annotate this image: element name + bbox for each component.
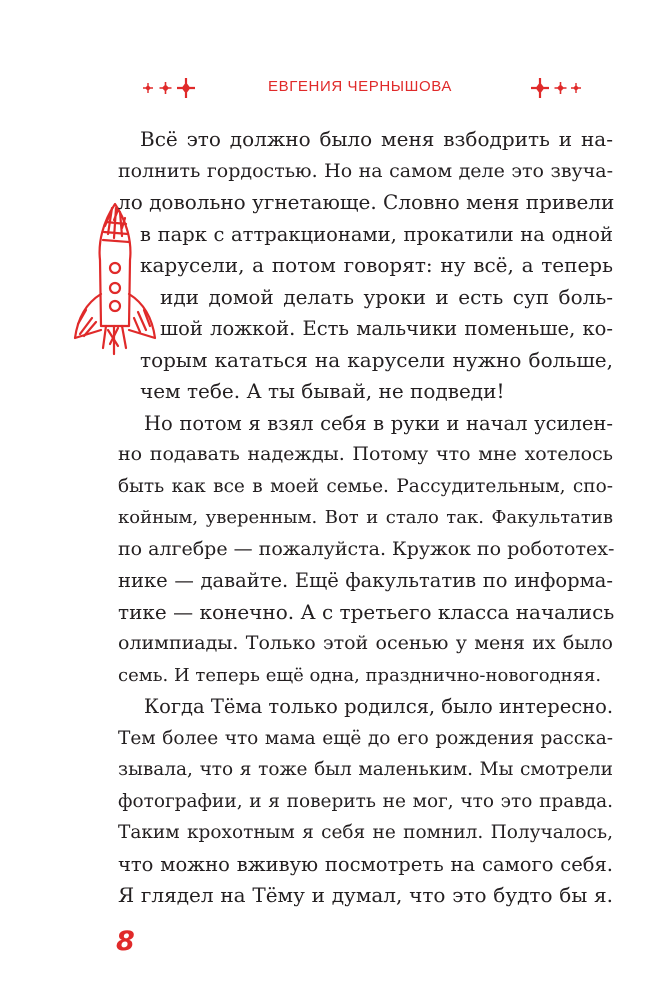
text-line: Всё это должно было меня взбодрить и на- — [140, 127, 613, 151]
text-line: олимпиады. Только этой осенью у меня их было — [118, 632, 613, 654]
text-line: ло довольно угнетающе. Словно меня привели — [118, 190, 615, 214]
text-line: Когда Тёма только родился, было интересно. — [144, 695, 614, 718]
text-line: но подавать надежды. Потому что мне хотелось — [118, 443, 613, 465]
text-line: Тем более что мама ещё до его рождения расска- — [118, 727, 613, 749]
text-line: торым кататься на карусели нужно больше, — [140, 347, 613, 372]
text-line: полнить гордостью. Но на самом деле это звуча- — [118, 159, 613, 182]
text-line: зывала, что я тоже был маленьким. Мы смотрели — [118, 759, 613, 780]
sparkle-stars-icon — [525, 70, 585, 106]
text-line: чем тебе. А ты бывай, не подведи! — [140, 379, 505, 403]
text-line: шой ложкой. Есть мальчики поменьше, ко- — [160, 317, 613, 340]
text-line: что можно вживую посмотреть на самого себя. — [118, 852, 613, 876]
author-name: ЕВГЕНИЯ ЧЕРНЫШОВА — [268, 78, 452, 95]
page-number: 8 — [116, 926, 135, 957]
text-line: семь. И теперь ещё одна, празднично-новогодняя. — [118, 664, 602, 686]
text-line: фотографии, и я поверить не мог, что это правда. — [118, 790, 613, 812]
text-line: по алгебре — пожалуйста. Кружок по робототех- — [118, 537, 615, 560]
text-line: нике — давайте. Ещё факультатив по информа- — [118, 569, 613, 592]
text-line: койным, уверенным. Вот и стало так. Факультатив — [118, 507, 613, 528]
text-line: Но потом я взял себя в руки и начал усилен- — [144, 411, 613, 435]
text-line: Я глядел на Тёму и думал, что это будто бы я. — [118, 883, 613, 907]
text-line: в парк с аттракционами, прокатили на одной — [140, 222, 613, 246]
body-text — [118, 124, 613, 912]
text-line: иди домой делать уроки и есть суп боль- — [160, 284, 613, 309]
running-header — [0, 70, 645, 106]
text-line: быть как все в моей семье. Рассудительным, спо- — [118, 475, 613, 497]
text-line: Таким крохотным я себя не помнил. Получалось, — [118, 822, 613, 843]
text-line: тике — конечно. А с третьего класса начались — [118, 599, 615, 624]
text-line: карусели, а потом говорят: ну всё, а теперь — [140, 253, 613, 277]
sparkle-stars-icon — [138, 70, 198, 106]
